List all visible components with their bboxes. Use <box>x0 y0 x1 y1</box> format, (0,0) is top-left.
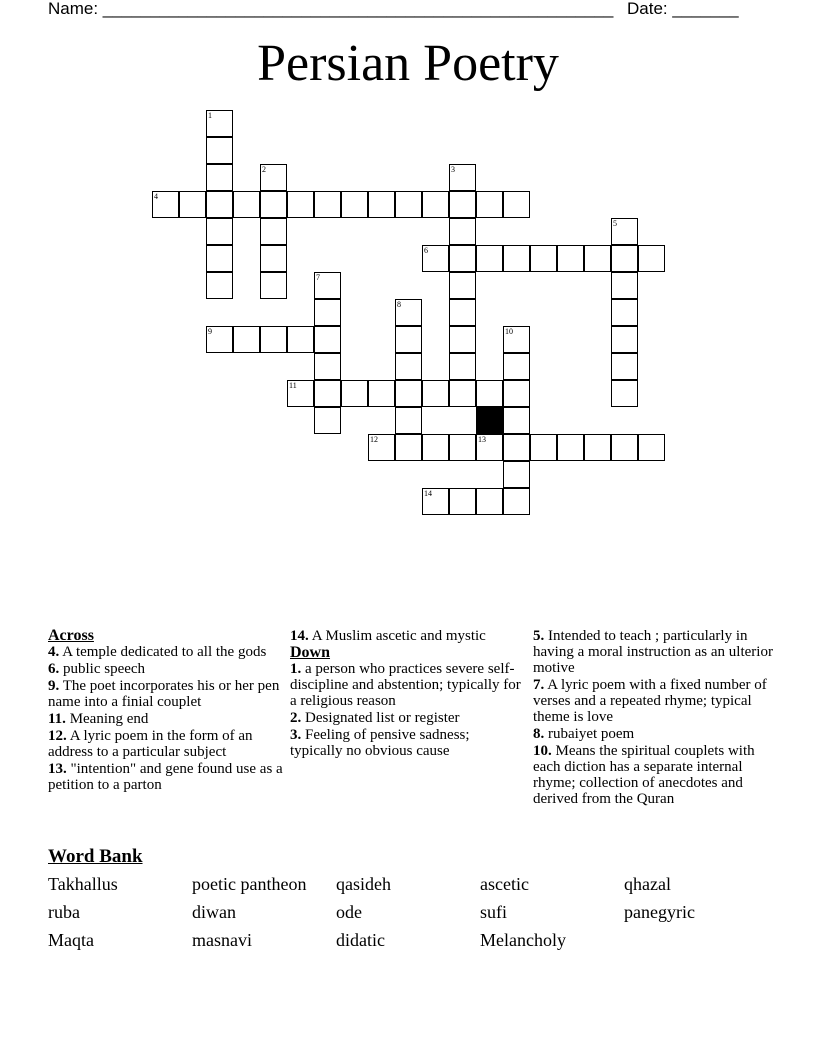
grid-cell[interactable] <box>260 326 287 353</box>
clue-across-14: 14. A Muslim ascetic and mystic <box>290 628 486 644</box>
grid-cell[interactable] <box>287 191 314 218</box>
grid-cell[interactable] <box>611 353 638 380</box>
word-bank-item: masnavi <box>192 930 252 950</box>
clue-number: 3 <box>451 165 455 174</box>
grid-cell[interactable] <box>422 434 449 461</box>
grid-cell[interactable] <box>314 272 341 299</box>
clue-number: 13 <box>478 435 486 444</box>
grid-cell[interactable] <box>584 434 611 461</box>
clue-number: 5 <box>613 219 617 228</box>
clue-number: 4 <box>154 192 158 201</box>
grid-cell[interactable] <box>206 164 233 191</box>
word-bank-item: Takhallus <box>48 874 118 894</box>
grid-cell[interactable] <box>449 434 476 461</box>
grid-cell[interactable] <box>638 434 665 461</box>
grid-cell[interactable] <box>287 380 314 407</box>
grid-cell[interactable] <box>476 191 503 218</box>
grid-cell[interactable] <box>422 380 449 407</box>
word-bank-item: Maqta <box>48 930 94 950</box>
grid-cell[interactable] <box>503 245 530 272</box>
grid-cell[interactable] <box>503 326 530 353</box>
grid-cell[interactable] <box>395 407 422 434</box>
grid-cell[interactable] <box>476 380 503 407</box>
grid-cell[interactable] <box>260 245 287 272</box>
clue-number: 8 <box>397 300 401 309</box>
page-title: Persian Poetry <box>257 35 559 92</box>
grid-cell[interactable] <box>152 191 179 218</box>
grid-cell[interactable] <box>503 461 530 488</box>
grid-cell[interactable] <box>206 326 233 353</box>
grid-cell[interactable] <box>395 380 422 407</box>
grid-cell[interactable] <box>530 434 557 461</box>
grid-cell[interactable] <box>503 407 530 434</box>
grid-cell[interactable] <box>422 191 449 218</box>
word-bank-item: didatic <box>336 930 385 950</box>
grid-cell[interactable] <box>611 326 638 353</box>
grid-cell[interactable] <box>449 299 476 326</box>
grid-cell[interactable] <box>206 218 233 245</box>
word-bank-item: qasideh <box>336 874 391 894</box>
word-bank-item: sufi <box>480 902 507 922</box>
grid-cell[interactable] <box>206 137 233 164</box>
grid-cell[interactable] <box>611 380 638 407</box>
grid-cell[interactable] <box>557 245 584 272</box>
clue-down-1: 1. a person who practices severe self-discipline and abstention; typically for a religious reason <box>290 661 521 709</box>
clue-number: 9 <box>208 327 212 336</box>
grid-cell[interactable] <box>449 380 476 407</box>
grid-cell[interactable] <box>503 353 530 380</box>
grid-cell[interactable] <box>422 488 449 515</box>
grid-cell[interactable] <box>503 488 530 515</box>
grid-cell[interactable] <box>314 299 341 326</box>
grid-cell[interactable] <box>449 245 476 272</box>
grid-cell[interactable] <box>503 434 530 461</box>
clue-across-13: 13. "intention" and gene found use as a petition to a parton <box>48 761 283 793</box>
clue-across-12: 12. A lyric poem in the form of an address to a particular subject <box>48 728 253 760</box>
clue-number: 2 <box>262 165 266 174</box>
grid-cell[interactable] <box>395 434 422 461</box>
date-field: Date: _______ <box>627 0 739 18</box>
grid-cell[interactable] <box>395 191 422 218</box>
clue-across-9: 9. The poet incorporates his or her pen name into a finial couplet <box>48 678 280 710</box>
clue-number: 10 <box>505 327 513 336</box>
grid-cell[interactable] <box>476 245 503 272</box>
grid-cell[interactable] <box>314 407 341 434</box>
clue-number: 6 <box>424 246 428 255</box>
grid-cell[interactable] <box>449 326 476 353</box>
grid-cell[interactable] <box>206 191 233 218</box>
grid-cell[interactable] <box>611 218 638 245</box>
clue-down-5: 5. Intended to teach ; particularly in having a moral instruction as an ulterior motive <box>533 628 773 676</box>
clues-column-2 <box>290 628 525 760</box>
clue-down-8: 8. rubaiyet poem <box>533 726 635 742</box>
grid-cell[interactable] <box>395 353 422 380</box>
grid-cell[interactable] <box>449 218 476 245</box>
across-heading: Across <box>48 627 94 644</box>
grid-cell[interactable] <box>611 299 638 326</box>
grid-cell[interactable] <box>314 191 341 218</box>
clue-across-6: 6. public speech <box>48 661 146 677</box>
grid-cell[interactable] <box>449 164 476 191</box>
grid-cell[interactable] <box>503 380 530 407</box>
grid-cell[interactable] <box>395 326 422 353</box>
clue-number: 12 <box>370 435 378 444</box>
grid-cell[interactable] <box>611 245 638 272</box>
name-field: Name: ______________________________________________________ <box>48 0 614 18</box>
grid-cell[interactable] <box>233 326 260 353</box>
grid-cell[interactable] <box>611 434 638 461</box>
grid-cell[interactable] <box>314 353 341 380</box>
grid-cell[interactable] <box>368 434 395 461</box>
clue-number: 7 <box>316 273 320 282</box>
clue-across-4: 4. A temple dedicated to all the gods <box>48 644 267 660</box>
clue-number: 14 <box>424 489 432 498</box>
grid-cell[interactable] <box>314 326 341 353</box>
grid-cell[interactable] <box>476 434 503 461</box>
clue-number: 11 <box>289 381 297 390</box>
grid-cell[interactable] <box>611 272 638 299</box>
black-cell <box>476 407 503 434</box>
grid-cell[interactable] <box>584 245 611 272</box>
grid-cell[interactable] <box>638 245 665 272</box>
word-bank-title: Word Bank <box>48 846 143 867</box>
grid-cell[interactable] <box>206 110 233 137</box>
word-bank-item: ascetic <box>480 874 529 894</box>
grid-cell[interactable] <box>260 272 287 299</box>
grid-cell[interactable] <box>476 488 503 515</box>
grid-cell[interactable] <box>503 191 530 218</box>
clue-down-2: 2. Designated list or register <box>290 710 460 726</box>
word-bank-item: poetic pantheon <box>192 874 307 894</box>
grid-cell[interactable] <box>314 380 341 407</box>
grid-cell[interactable] <box>557 434 584 461</box>
word-bank-item: panegyric <box>624 902 695 922</box>
grid-cell[interactable] <box>341 191 368 218</box>
grid-cell[interactable] <box>368 380 395 407</box>
word-bank-item: ode <box>336 902 362 922</box>
grid-cell[interactable] <box>341 380 368 407</box>
grid-cell[interactable] <box>233 191 260 218</box>
grid-cell[interactable] <box>395 299 422 326</box>
clue-down-3: 3. Feeling of pensive sadness; typically no obvious cause <box>290 727 470 759</box>
word-bank-item: ruba <box>48 902 80 922</box>
grid-cell[interactable] <box>449 353 476 380</box>
grid-cell[interactable] <box>422 245 449 272</box>
grid-cell[interactable] <box>260 218 287 245</box>
clues-column-1 <box>48 628 288 794</box>
word-bank-item: Melancholy <box>480 930 566 950</box>
grid-cell[interactable] <box>449 488 476 515</box>
grid-cell[interactable] <box>206 245 233 272</box>
grid-cell[interactable] <box>368 191 395 218</box>
grid-cell[interactable] <box>206 272 233 299</box>
grid-cell[interactable] <box>287 326 314 353</box>
grid-cell[interactable] <box>449 272 476 299</box>
grid-cell[interactable] <box>260 191 287 218</box>
grid-cell[interactable] <box>260 164 287 191</box>
clue-number: 1 <box>208 111 212 120</box>
clues-column-3 <box>533 628 773 808</box>
grid-cell[interactable] <box>530 245 557 272</box>
word-bank-item: diwan <box>192 902 236 922</box>
clue-down-7: 7. A lyric poem with a fixed number of verses and a repeated rhyme; typical theme is love <box>533 677 767 725</box>
clue-across-11: 11. Meaning end <box>48 711 149 727</box>
word-bank-item: qhazal <box>624 874 671 894</box>
clue-down-10: 10. Means the spiritual couplets with each diction has a separate internal rhyme; collection of anecdotes and derived from the Quran <box>533 743 755 807</box>
down-heading: Down <box>290 644 331 661</box>
grid-cell[interactable] <box>449 191 476 218</box>
grid-cell[interactable] <box>179 191 206 218</box>
